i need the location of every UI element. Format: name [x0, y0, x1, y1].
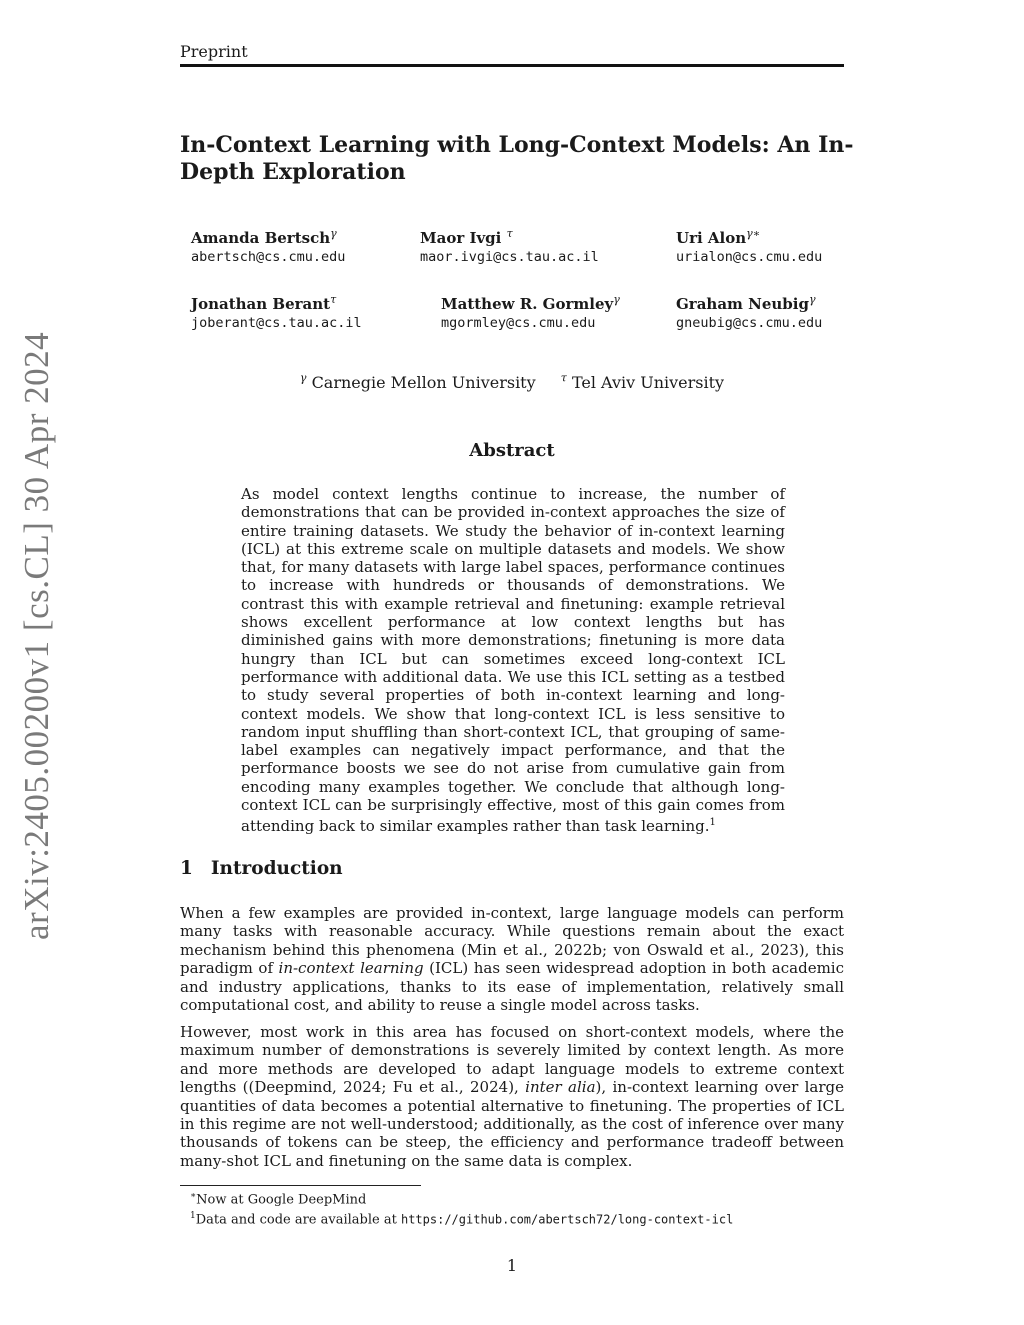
paper-title: In-Context Learning with Long-Context Models: An In-Depth Exploration [180, 132, 854, 185]
author-email[interactable]: gneubig@cs.cmu.edu [676, 315, 823, 331]
affiliations [0, 372, 1024, 392]
author-block [191, 224, 345, 267]
author-block [191, 290, 362, 333]
arxiv-identifier-stamp: arXiv:2405.00200v1 [cs.CL] 30 Apr 2024 [17, 331, 56, 940]
author-block [676, 224, 822, 267]
footnote-reference[interactable]: 1 [709, 817, 716, 829]
author-email[interactable]: joberant@cs.tau.ac.il [191, 315, 362, 331]
footnote-rule [180, 1185, 421, 1186]
author-name: Jonathan Berant$^\tau$ [191, 293, 337, 313]
author-email[interactable]: abertsch@cs.cmu.edu [191, 249, 346, 265]
author-name: Uri Alon$^{\gamma∗}$ [676, 227, 761, 247]
author-name: Maor Ivgi $^\tau$ [420, 227, 513, 247]
running-header: Preprint [180, 42, 248, 61]
abstract-heading: Abstract [469, 440, 555, 461]
author-block [420, 224, 599, 267]
affiliation: $^\gamma$ Carnegie Mellon University [299, 372, 536, 393]
header-rule [180, 64, 844, 67]
author-email[interactable]: urialon@cs.cmu.edu [676, 249, 823, 265]
author-name: Amanda Bertsch$^\gamma$ [191, 227, 337, 247]
intro-paragraph: When a few examples are provided in-context, large language models can perform many tasks with reasonable accuracy. While questions remain about the exact mechanism behind this phenomena (Min et al., 2022b; von Oswald et al., 2023), this paradigm of in-context learning (ICL) has seen widespread adoption in both academic and industry applications, thanks to its ease of implementation, relatively small computational cost, and ability to reuse a single model across tasks. [180, 904, 844, 1015]
footnote: $^1$Data and code are available at https://github.com/abertsch72/long-context-icl [190, 1211, 734, 1228]
author-email[interactable]: maor.ivgi@cs.tau.ac.il [420, 249, 599, 265]
author-email[interactable]: mgormley@cs.cmu.edu [441, 315, 596, 331]
affiliation: $^\tau$ Tel Aviv University [560, 372, 725, 393]
abstract-body: As model context lengths continue to increase, the number of demonstrations that can be provided in-context approaches the size of entire training datasets. We study the behavior of in-context learning (ICL) at this extreme scale on multiple datasets and models. We show that, for many datasets with large label spaces, performance continues to increase with hundreds or thousands of demonstrations. We contrast this with example retrieval and finetuning: example retrieval shows excellent performance at low context lengths but has diminished gains with more demonstrations; finetuning is more data hungry than ICL but can sometimes exceed long-context ICL performance with additional data. We use this ICL setting as a testbed to study several properties of both in-context learning and long-context models. We show that long-context ICL is less sensitive to random input shuffling than short-context ICL, that grouping of same-label examples can negatively impact performance, and that the performance boosts we see do not arise from cumulative gain from encoding many examples together. We conclude that although long-context ICL can be surprisingly effective, most of this gain comes from attending back to similar examples rather than task learning.$^1$ [241, 485, 785, 836]
page-number: 1 [506, 1256, 518, 1275]
footnote: ∗Now at Google DeepMind [190, 1191, 367, 1208]
author-name: Graham Neubig$^\gamma$ [676, 293, 816, 313]
author-block [676, 290, 822, 333]
code-link[interactable]: https://github.com/abertsch72/long-context-icl [400, 1212, 734, 1227]
author-name: Matthew R. Gormley$^\gamma$ [441, 293, 620, 313]
section-heading: 1 Introduction [180, 858, 343, 879]
author-block [441, 290, 620, 333]
intro-paragraph: However, most work in this area has focused on short-context models, where the maximum number of demonstrations is severely limited by context length. As more and more methods are developed to adapt language models to extreme context lengths ((Deepmind, 2024; Fu et al., 2024), inter alia), in-context learning over large quantities of data becomes a potential alternative to finetuning. The properties of ICL in this regime are not well-understood; additionally, as the cost of inference over many thousands of tokens can be steep, the efficiency and performance tradeoff between many-shot ICL and finetuning on the same data is complex. [180, 1023, 844, 1170]
